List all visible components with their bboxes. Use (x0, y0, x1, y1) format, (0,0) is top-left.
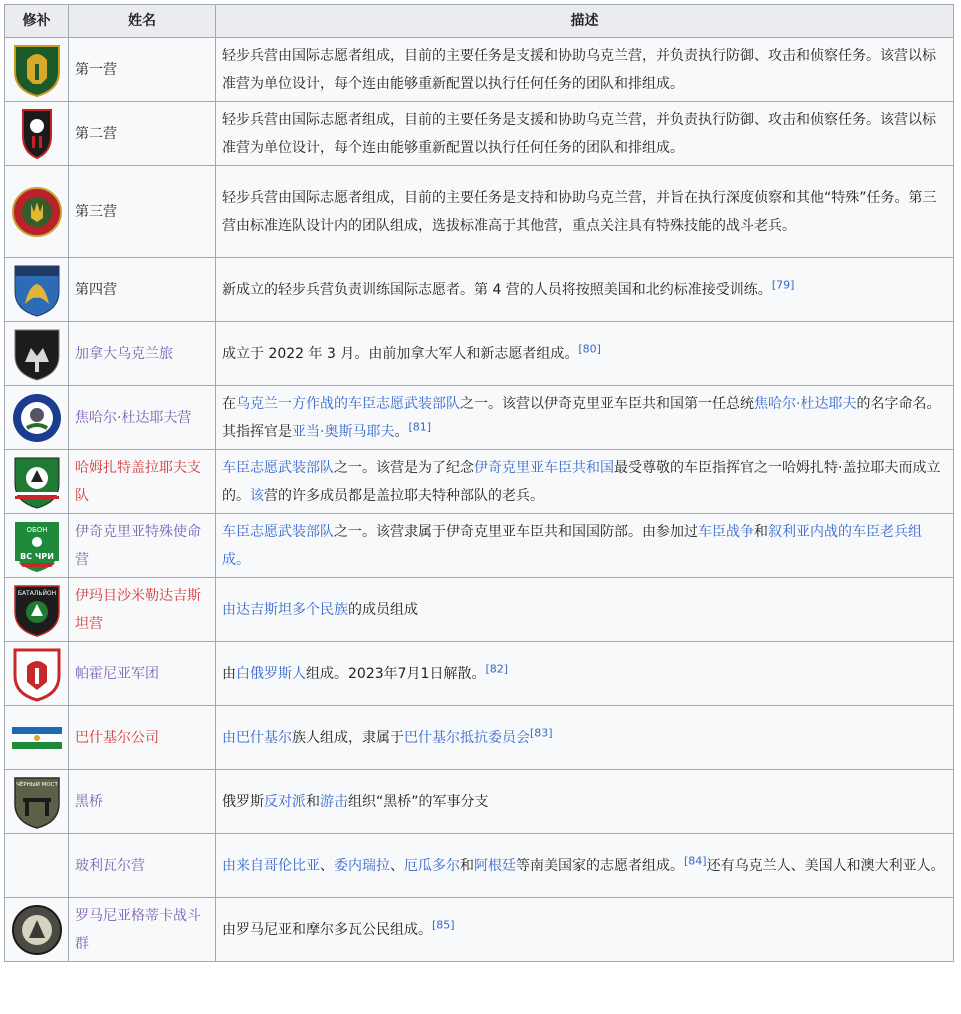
description-cell (216, 770, 954, 834)
emblem-cell[interactable] (5, 38, 69, 102)
description-text: 成立于 2022 年 3 月。由前加拿大军人和新志愿者组成。 (222, 345, 579, 362)
table-row (5, 386, 954, 450)
unit-name-cell (69, 770, 216, 834)
emblem-cell[interactable] (5, 258, 69, 322)
wolf-shield-emblem[interactable] (5, 454, 68, 510)
description-text: 营的许多成员都是盖拉耶夫特种部队的老兵。 (264, 487, 544, 504)
description-cell (216, 450, 954, 514)
unit-name-cell (69, 514, 216, 578)
wiki-link[interactable]: 车臣志愿武装部队 (222, 523, 334, 540)
description-text: 新成立的轻步兵营负责训练国际志愿者。第 4 营的人员将按照美国和北约标准接受训练。 (222, 281, 772, 298)
wiki-link[interactable]: 由来自哥伦比亚 (222, 857, 320, 874)
wiki-link[interactable]: 委内瑞拉 (334, 857, 390, 874)
description-cell (216, 322, 954, 386)
wiki-link[interactable]: 车臣战争 (698, 523, 754, 540)
citation-link[interactable]: [81] (408, 419, 432, 433)
description-text: 轻步兵营由国际志愿者组成，目前的主要任务是支援和协助乌克兰营，并负责执行防御、攻击和侦察任务。该营以标准营为单位设计，每个连由能够重新配置以执行任何任务的团队和排组成。 (222, 47, 936, 92)
unit-name-cell (69, 322, 216, 386)
unit-name-link[interactable]: 焦哈尔·杜达耶夫营 (75, 409, 192, 426)
table-row (5, 166, 954, 258)
description-text: 轻步兵营由国际志愿者组成，目前的主要任务是支援和协助乌克兰营，并负责执行防御、攻击和侦察任务。该营以标准营为单位设计，每个连由能够重新配置以执行任何任务的团队和排组成。 (222, 111, 936, 156)
description-cell (216, 38, 954, 102)
citation-link[interactable]: [82] (485, 661, 509, 675)
table-row (5, 642, 954, 706)
unit-name-cell (69, 578, 216, 642)
description-cell (216, 642, 954, 706)
unit-name-link[interactable]: 伊奇克里亚特殊使命营 (75, 523, 201, 568)
white-helmet-emblem[interactable] (5, 106, 68, 162)
emblem-cell[interactable] (5, 322, 69, 386)
description-text: 轻步兵营由国际志愿者组成，目前的主要任务是支持和协助乌克兰营，并旨在执行深度侦察和其他“特殊”任务。第三营由标准连队设计内的团队组成，选拔标准高于其他营，重点关注具有特殊技能的战斗老兵。 (222, 189, 937, 234)
description-text: 组成。2023年7月1日解散。 (306, 665, 486, 682)
svg-text:ОБОН: ОБОН (25, 525, 48, 534)
blue-roundel-emblem[interactable] (5, 390, 68, 446)
unit-name-link[interactable]: 玻利瓦尔营 (75, 857, 145, 874)
description-text: 的名字命名。其指挥官是 (222, 395, 941, 440)
wiki-link[interactable]: 由巴什基尔 (222, 729, 292, 746)
romanian-roundel-emblem[interactable] (5, 902, 68, 958)
description-cell (216, 898, 954, 962)
description-text: 在 (222, 395, 236, 412)
description-cell (216, 834, 954, 898)
emblem-cell[interactable] (5, 770, 69, 834)
description-cell (216, 166, 954, 258)
wiki-link[interactable]: 巴什基尔抵抗委员会 (404, 729, 530, 746)
emblem-cell[interactable] (5, 642, 69, 706)
description-cell (216, 102, 954, 166)
unit-name-link[interactable]: 罗马尼亚格蒂卡战斗群 (75, 907, 201, 952)
wiki-link[interactable]: 该 (250, 487, 264, 504)
unit-name-cell (69, 898, 216, 962)
description-text: 、 (320, 857, 334, 874)
emblem-cell[interactable] (5, 578, 69, 642)
unit-name-link[interactable]: 黑桥 (75, 793, 103, 810)
unit-name: 第四营 (75, 281, 117, 298)
wiki-link[interactable]: 乌克兰一方作战的车臣志愿武装部队 (236, 395, 460, 412)
unit-name-link[interactable]: 巴什基尔公司 (75, 729, 159, 746)
emblem-cell[interactable] (5, 514, 69, 578)
description-text: 。 (394, 423, 409, 440)
unit-name: 第三营 (75, 203, 117, 220)
description-cell (216, 386, 954, 450)
wiki-link[interactable]: 叙利亚内战的车臣老兵组成。 (222, 523, 922, 568)
emblem-cell[interactable] (5, 706, 69, 770)
description-cell (216, 258, 954, 322)
unit-name-link[interactable]: 加拿大乌克兰旅 (75, 345, 173, 362)
description-text: 由罗马尼亚和摩尔多瓦公民组成。 (222, 921, 432, 938)
emblem-cell[interactable] (5, 898, 69, 962)
table-row (5, 834, 954, 898)
unit-name-cell (69, 386, 216, 450)
table-row (5, 898, 954, 962)
unit-name-cell (69, 258, 216, 322)
emblem-cell[interactable] (5, 386, 69, 450)
table-row (5, 38, 954, 102)
wiki-link[interactable]: 车臣志愿武装部队 (222, 459, 334, 476)
citation-link[interactable]: [79] (771, 277, 795, 291)
wiki-link[interactable]: 白俄罗斯人 (236, 665, 306, 682)
wiki-link[interactable]: 亚当·奥斯马耶夫 (292, 423, 395, 440)
unit-name: 第一营 (75, 61, 117, 78)
description-text: 组织“黑桥”的军事分支 (348, 793, 489, 810)
unit-name: 第二营 (75, 125, 117, 142)
description-text: 由 (222, 665, 236, 682)
description-text: 的成员组成 (348, 601, 418, 618)
description-cell (216, 706, 954, 770)
description-text: 之一。该营隶属于伊奇克里亚车臣共和国国防部。由参加过 (334, 523, 698, 540)
unit-name-cell (69, 450, 216, 514)
golden-helmet-emblem[interactable] (5, 42, 68, 98)
header-name[interactable]: 姓名 (69, 5, 216, 38)
description-text: 和 (306, 793, 320, 810)
description-text: 、 (390, 857, 404, 874)
description-text: 和 (460, 857, 474, 874)
citation-link[interactable]: [80] (578, 341, 601, 355)
description-text: 俄罗斯 (222, 793, 264, 810)
unit-name-cell (69, 706, 216, 770)
header-patch[interactable]: 修补 (5, 5, 69, 38)
header-description[interactable]: 描述 (216, 5, 954, 38)
wiki-link[interactable]: 游击 (320, 793, 348, 810)
citation-link[interactable]: [84] (684, 853, 707, 867)
unit-name-link[interactable]: 帕霍尼亚军团 (75, 665, 159, 682)
description-text: 还有乌克兰人、美国人和澳大利亚人。 (706, 857, 945, 874)
maple-trident-shield-emblem[interactable] (5, 326, 68, 382)
wiki-link[interactable]: 伊奇克里亚车臣共和国 (474, 459, 614, 476)
unit-name-cell (69, 102, 216, 166)
citation-link[interactable]: [83] (530, 725, 553, 739)
description-text: 和 (754, 523, 768, 540)
description-text: 族人组成，隶属于 (292, 729, 404, 746)
dagestan-shield-emblem[interactable] (5, 582, 68, 638)
table-row (5, 322, 954, 386)
unit-name-link[interactable]: 伊玛目沙米勒达吉斯坦营 (75, 587, 201, 632)
description-cell (216, 578, 954, 642)
wiki-link[interactable]: 阿根廷 (474, 857, 516, 874)
table-row (5, 102, 954, 166)
description-text: 最受尊敬的车臣指挥官之一哈姆扎特·盖拉耶夫而成立的。 (222, 459, 941, 504)
red-helmet-shield-emblem[interactable] (5, 646, 68, 702)
trident-roundel-emblem[interactable] (5, 184, 68, 240)
table-row (5, 578, 954, 642)
description-text: 之一。该营以伊奇克里亚车臣共和国第一任总统 (460, 395, 754, 412)
griffin-shield-emblem[interactable] (5, 262, 68, 318)
unit-name-cell (69, 642, 216, 706)
unit-name-cell (69, 834, 216, 898)
description-text: 之一。该营是为了纪念 (334, 459, 474, 476)
svg-text:ЧЁРНЫЙ МОСТ: ЧЁРНЫЙ МОСТ (15, 781, 58, 788)
unit-name-cell (69, 38, 216, 102)
svg-text:БАТАЛЬЙОН: БАТАЛЬЙОН (17, 589, 56, 597)
emblem-cell[interactable] (5, 166, 69, 258)
svg-text:ВС ЧРИ: ВС ЧРИ (19, 551, 54, 561)
header-row (5, 5, 954, 38)
wiki-link[interactable]: 反对派 (264, 793, 306, 810)
wiki-link[interactable]: 焦哈尔·杜达耶夫 (754, 395, 857, 412)
description-cell (216, 514, 954, 578)
wiki-link[interactable]: 由达吉斯坦多个民族 (222, 601, 348, 618)
emblem-cell[interactable] (5, 450, 69, 514)
table-row (5, 514, 954, 578)
units-table (4, 4, 954, 962)
unit-name-link[interactable]: 哈姆扎特盖拉耶夫支队 (75, 459, 201, 504)
citation-link[interactable]: [85] (432, 917, 455, 931)
emblem-cell (5, 834, 69, 898)
table-row (5, 450, 954, 514)
table-row (5, 258, 954, 322)
emblem-cell[interactable] (5, 102, 69, 166)
wiki-link[interactable]: 厄瓜多尔 (404, 857, 460, 874)
description-text: 等南美国家的志愿者组成。 (516, 857, 684, 874)
table-row (5, 706, 954, 770)
green-flag-shield-emblem[interactable] (5, 518, 68, 574)
unit-name-cell (69, 166, 216, 258)
bashkir-flag-emblem[interactable] (5, 726, 68, 750)
table-row (5, 770, 954, 834)
black-bridge-shield-emblem[interactable] (5, 774, 68, 830)
